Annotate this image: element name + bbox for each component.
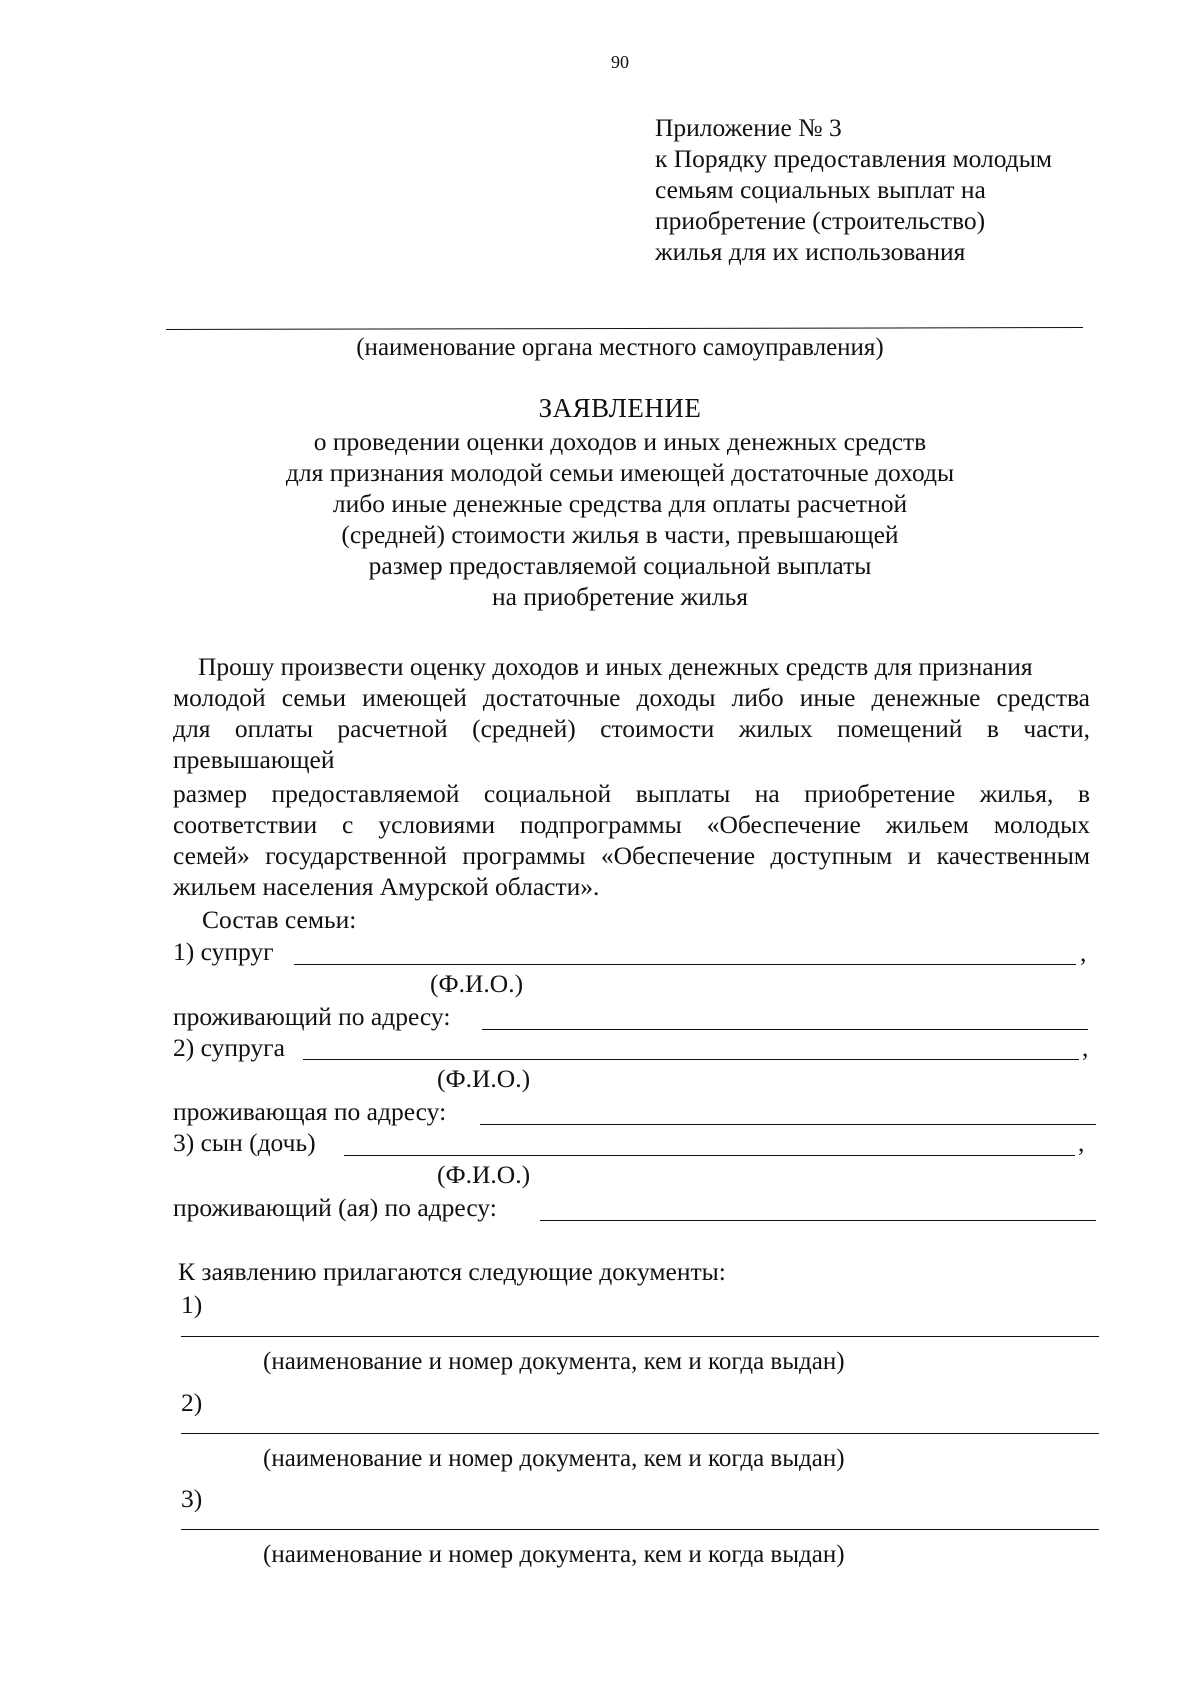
document-item-number: 2) — [181, 1388, 203, 1417]
document-title: ЗАЯВЛЕНИЕ — [538, 393, 702, 423]
address-c-field[interactable] — [540, 1220, 1096, 1221]
documents-heading: К заявлению прилагаются следующие документы: — [178, 1257, 726, 1286]
document-caption: (наименование и номер документа, кем и когда выдан) — [263, 1445, 845, 1472]
document-1-field[interactable] — [181, 1336, 1099, 1337]
body-line-text: соответствии с условиями подпрограммы «Обеспечение жильем молодых — [173, 810, 1090, 839]
spouse-m-label: 1) супруг — [173, 937, 274, 966]
address-f-field[interactable] — [480, 1124, 1096, 1125]
body-line-text: для оплаты расчетной (средней) стоимости жилых помещений в части, — [173, 714, 1090, 743]
address-f-label: проживающая по адресу: — [173, 1097, 447, 1126]
fio-caption: (Ф.И.О.) — [430, 969, 524, 998]
appendix-line: приобретение (строительство) — [655, 206, 986, 235]
subtitle-line: для признания молодой семьи имеющей достаточные доходы — [285, 458, 955, 487]
family-heading: Состав семьи: — [202, 905, 357, 934]
body-line: превышающей — [173, 745, 335, 774]
body-line — [173, 714, 1090, 745]
body-line — [173, 841, 1090, 872]
spouse-f-label: 2) супруга — [173, 1033, 285, 1062]
address-c-label: проживающий (ая) по адресу: — [173, 1193, 497, 1222]
body-line: жильем населения Амурской области». — [173, 872, 600, 901]
address-m-field[interactable] — [482, 1029, 1088, 1030]
fio-caption: (Ф.И.О.) — [437, 1064, 531, 1093]
document-caption: (наименование и номер документа, кем и когда выдан) — [263, 1348, 845, 1375]
body-line-text: семей» государственной программы «Обеспечение доступным и качественным — [173, 841, 1090, 870]
fio-caption: (Ф.И.О.) — [437, 1160, 531, 1189]
spouse-m-fio-field[interactable] — [294, 964, 1076, 965]
org-name-caption: (наименование органа местного самоуправления) — [356, 334, 884, 361]
body-line-text: размер предоставляемой социальной выплаты на приобретение жилья, в — [173, 779, 1090, 808]
document-caption: (наименование и номер документа, кем и когда выдан) — [263, 1541, 845, 1568]
document-item-number: 1) — [181, 1290, 203, 1319]
comma: , — [1078, 1128, 1085, 1157]
document-3-field[interactable] — [181, 1529, 1099, 1530]
child-fio-field[interactable] — [344, 1155, 1075, 1156]
document-2-field[interactable] — [181, 1433, 1099, 1434]
subtitle-line: (средней) стоимости жилья в части, превышающей — [341, 520, 899, 549]
org-name-line — [166, 327, 1083, 330]
subtitle-line: на приобретение жилья — [492, 582, 748, 611]
appendix-line: семьям социальных выплат на — [655, 175, 986, 204]
appendix-line: жилья для их использования — [655, 237, 966, 266]
subtitle-line: о проведении оценки доходов и иных денежных средств — [313, 427, 927, 456]
comma: , — [1082, 1033, 1089, 1062]
page-number: 90 — [611, 52, 629, 72]
appendix-line: к Порядку предоставления молодым — [655, 144, 1053, 173]
address-m-label: проживающий по адресу: — [173, 1002, 451, 1031]
spouse-f-fio-field[interactable] — [303, 1059, 1079, 1060]
body-line — [173, 683, 1090, 714]
child-label: 3) сын (дочь) — [173, 1128, 316, 1157]
document-subtitle — [0, 426, 1200, 612]
body-line-text: молодой семьи имеющей достаточные доходы либо иные денежные средства — [173, 683, 1090, 712]
subtitle-line: размер предоставляемой социальной выплаты — [368, 551, 872, 580]
appendix-line: Приложение № 3 — [655, 113, 842, 142]
subtitle-line: либо иные денежные средства для оплаты расчетной — [332, 489, 908, 518]
body-line: Прошу произвести оценку доходов и иных денежных средств для признания — [198, 652, 1033, 681]
body-line — [173, 810, 1090, 841]
comma: , — [1080, 938, 1087, 967]
document-item-number: 3) — [181, 1484, 203, 1513]
body-line — [173, 779, 1090, 810]
appendix-header — [655, 112, 1052, 267]
